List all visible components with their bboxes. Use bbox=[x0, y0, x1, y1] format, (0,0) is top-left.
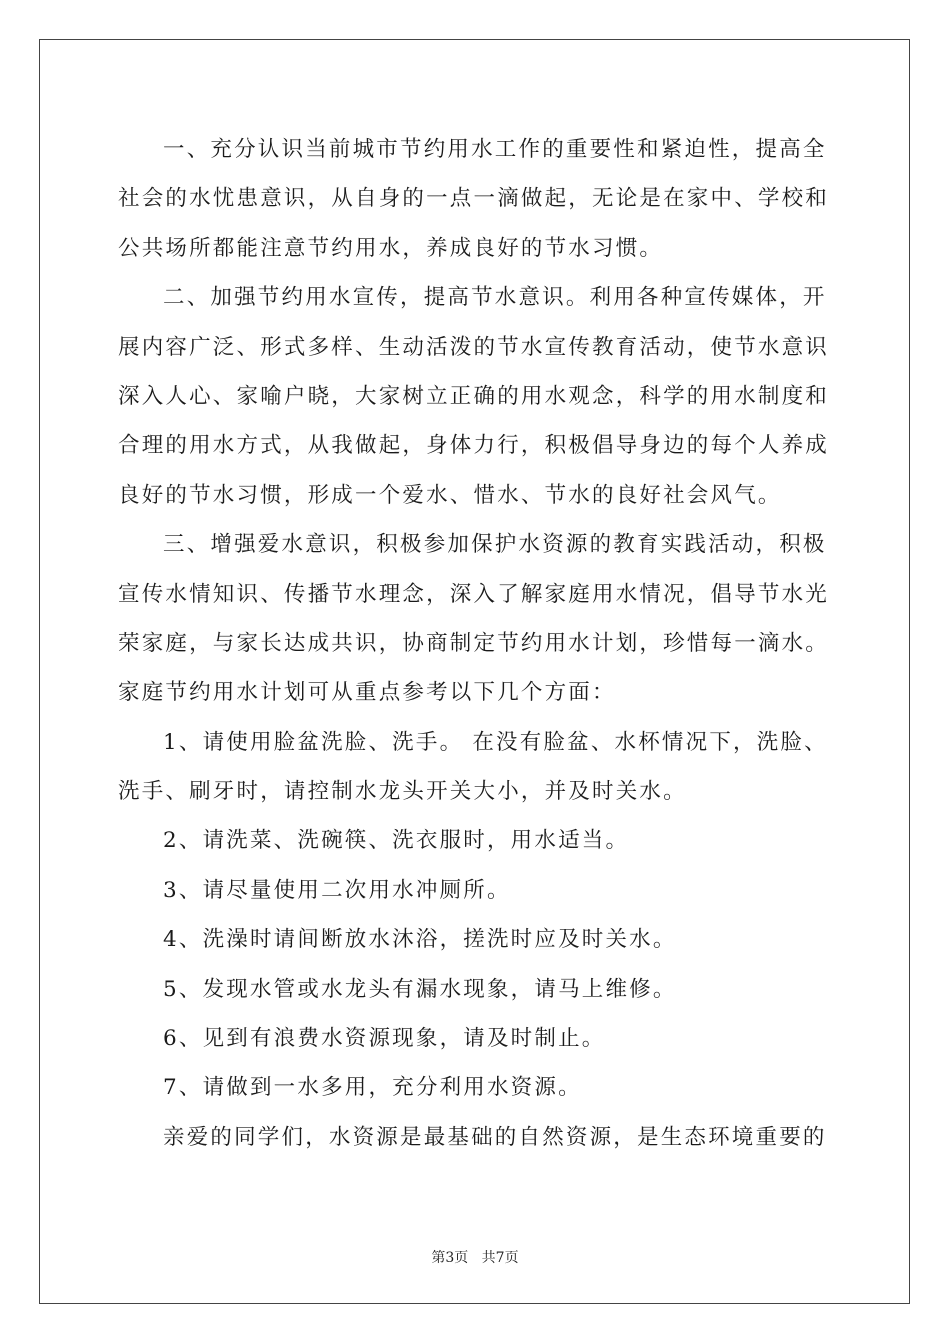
list-item-line: 6、见到有浪费水资源现象，请及时制止。 bbox=[163, 1026, 606, 1052]
list-item-line: 3、请尽量使用二次用水冲厕所。 bbox=[163, 877, 511, 903]
paragraph-line: 家庭节约用水计划可从重点参考以下几个方面： bbox=[118, 680, 616, 706]
paragraph-line: 合理的用水方式，从我做起，身体力行，积极倡导身边的每个人养成 bbox=[118, 433, 830, 459]
page-number: 第3页 bbox=[431, 1250, 469, 1266]
paragraph-line: 三、增强爱水意识，积极参加保护水资源的教育实践活动，积极 bbox=[163, 532, 827, 558]
list-item-line: 4、洗澡时请间断放水沐浴，搓洗时应及时关水。 bbox=[163, 927, 677, 953]
page-total: 共7页 bbox=[481, 1250, 519, 1266]
list-item-line: 2、请洗菜、洗碗筷、洗衣服时，用水适当。 bbox=[163, 828, 630, 854]
paragraph-line: 荣家庭，与家长达成共识，协商制定节约用水计划，珍惜每一滴水。 bbox=[118, 630, 830, 656]
paragraph-line: 社会的水忧患意识，从自身的一点一滴做起，无论是在家中、学校和 bbox=[118, 186, 830, 212]
paragraph-line: 二、加强节约用水宣传，提高节水意识。利用各种宣传媒体，开 bbox=[163, 285, 827, 311]
paragraph-line: 亲爱的同学们，水资源是最基础的自然资源，是生态环境重要的 bbox=[163, 1124, 827, 1150]
paragraph-line: 良好的节水习惯，形成一个爱水、惜水、节水的良好社会风气。 bbox=[118, 482, 782, 508]
list-item-line: 洗手、刷牙时，请控制水龙头开关大小，并及时关水。 bbox=[118, 779, 687, 805]
paragraph-line: 深入人心、家喻户晓，大家树立正确的用水观念，科学的用水制度和 bbox=[118, 383, 830, 409]
list-item-line: 1、请使用脸盆洗脸、洗手。 在没有脸盆、水杯情况下，洗脸、 bbox=[163, 729, 828, 755]
list-item-line: 5、发现水管或水龙头有漏水现象，请马上维修。 bbox=[163, 976, 677, 1002]
list-item-line: 7、请做到一水多用，充分利用水资源。 bbox=[163, 1075, 582, 1101]
paragraph-line: 展内容广泛、形式多样、生动活泼的节水宣传教育活动，使节水意识 bbox=[118, 334, 830, 360]
paragraph-line: 一、充分认识当前城市节约用水工作的重要性和紧迫性，提高全 bbox=[163, 137, 827, 162]
document-body bbox=[118, 125, 833, 1162]
paragraph-line: 公共场所都能注意节约用水，养成良好的节水习惯。 bbox=[118, 235, 664, 261]
page-footer bbox=[0, 1247, 950, 1267]
paragraph-line: 宣传水情知识、传播节水理念，深入了解家庭用水情况，倡导节水光 bbox=[118, 581, 830, 607]
